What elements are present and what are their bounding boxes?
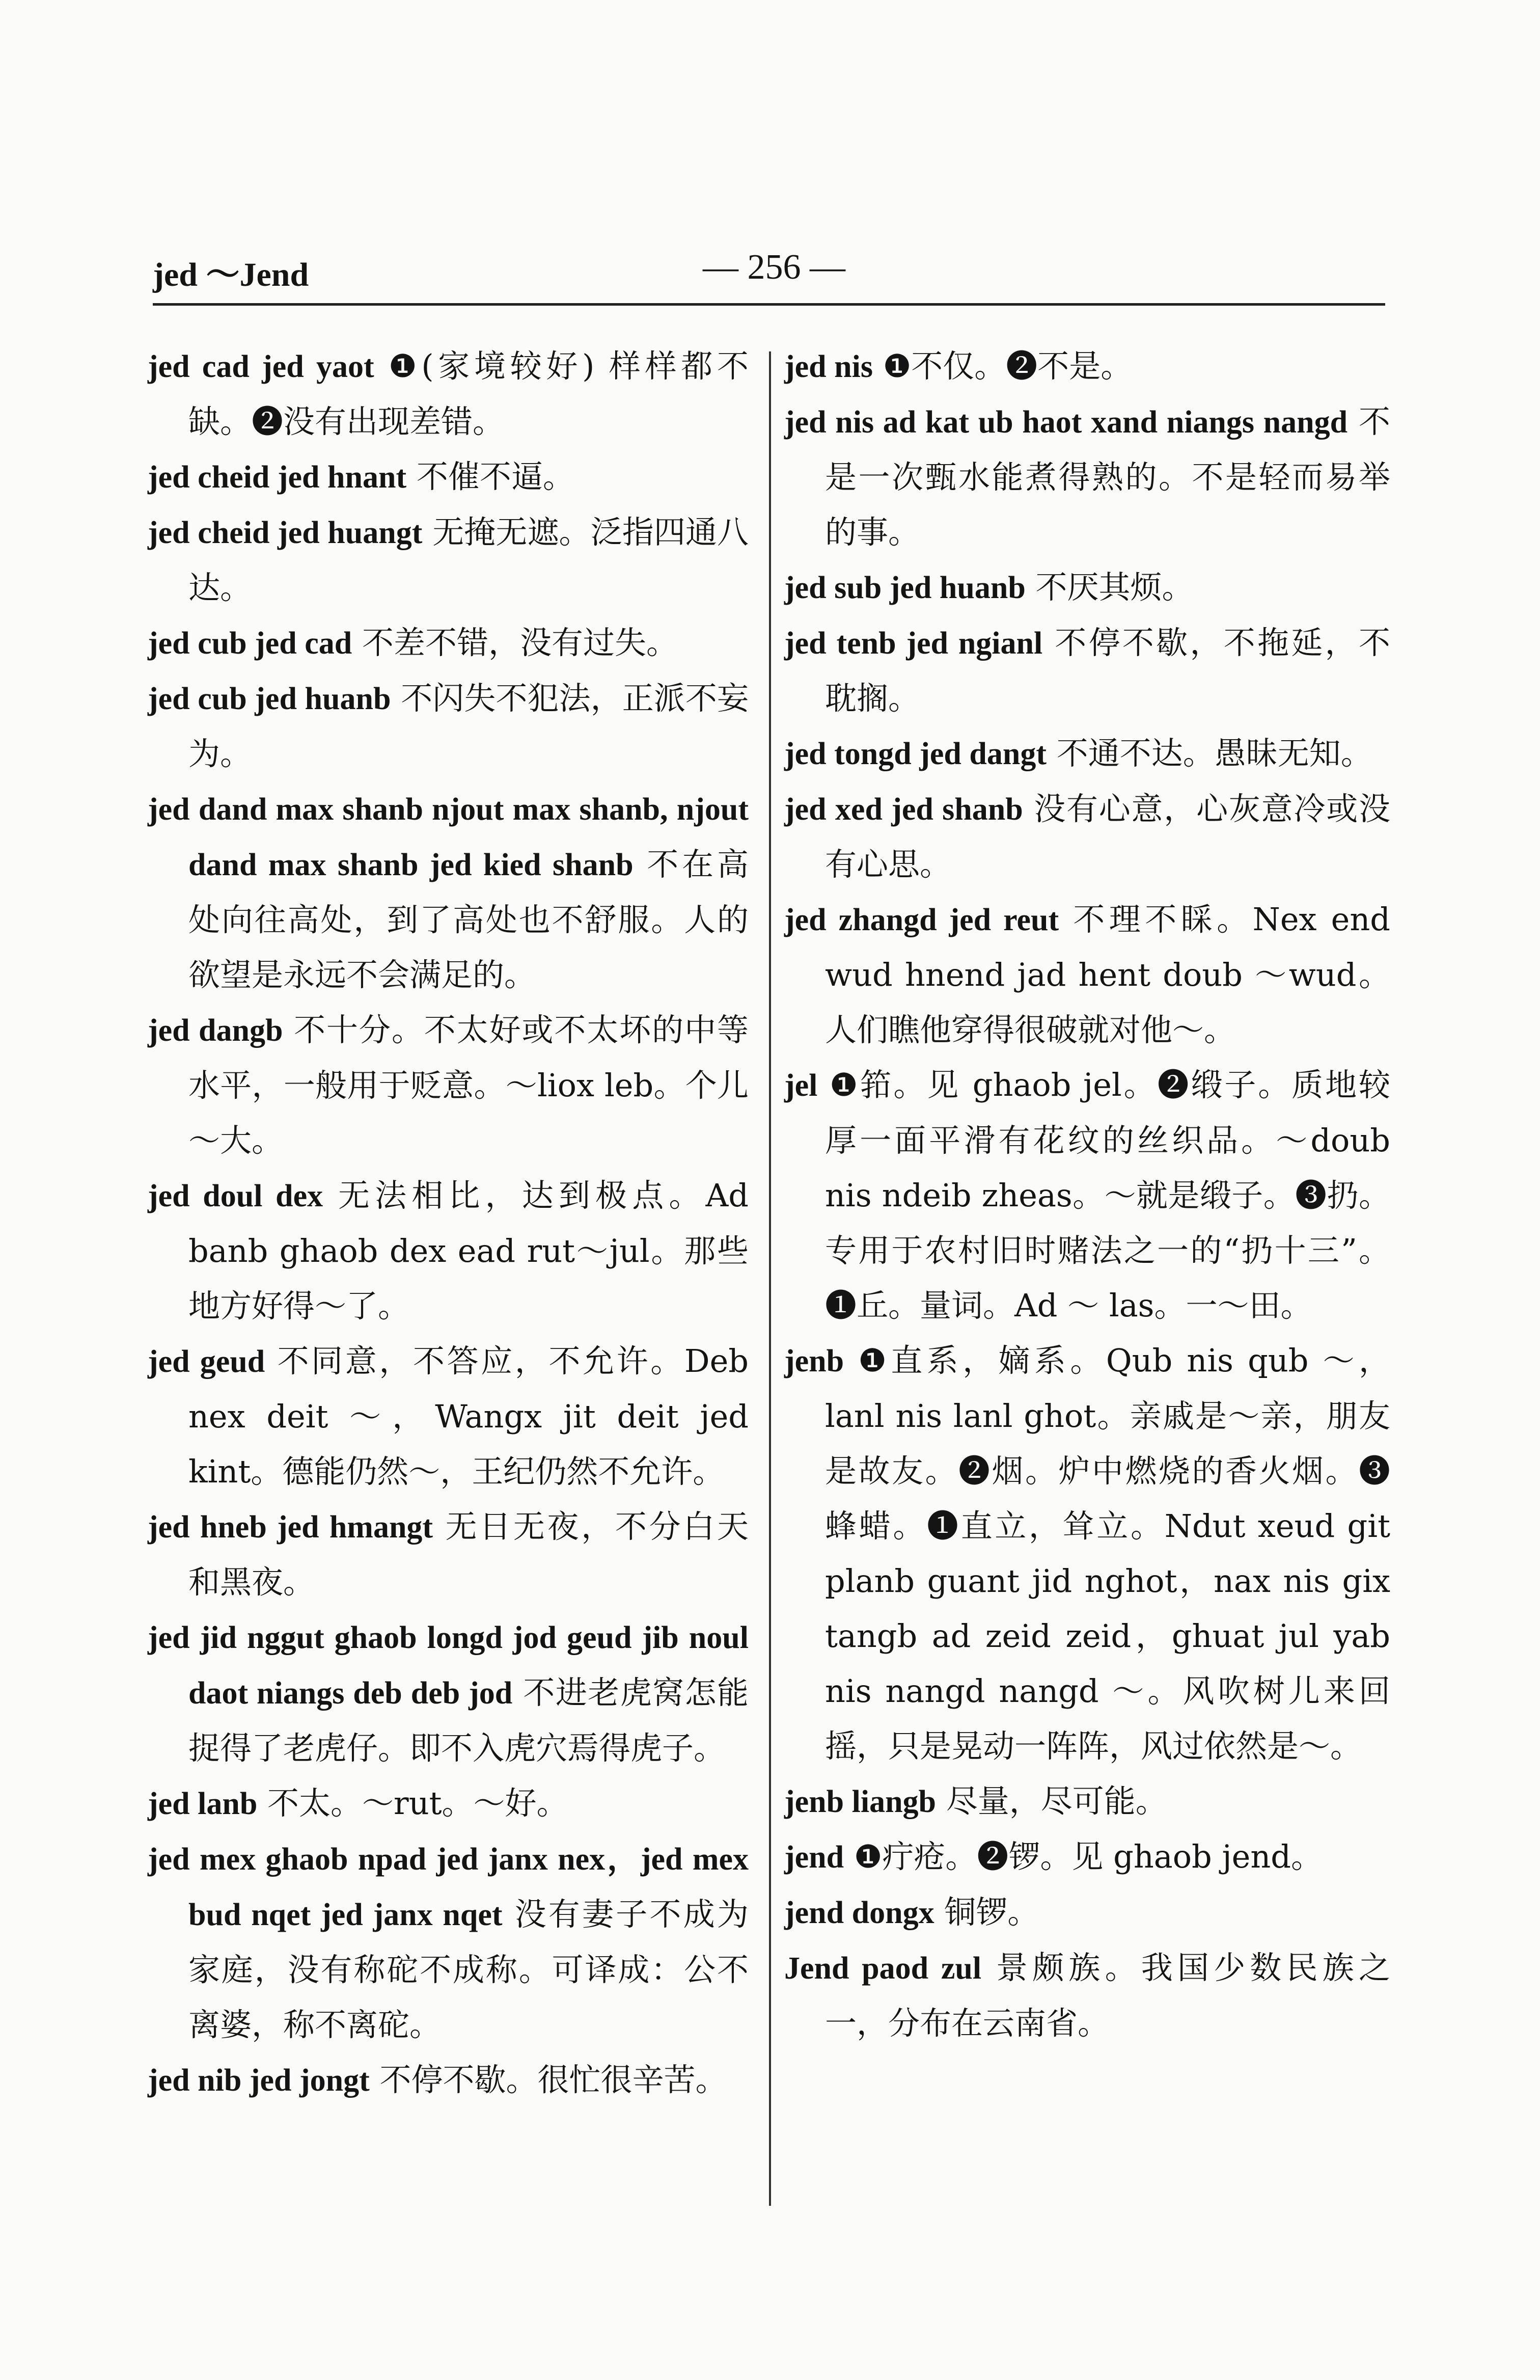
header-rule [153,303,1385,306]
entry-definition: ❶不仅。❷不是。 [872,347,1133,385]
entry-definition: 不停不歇，不拖延，不耽搁。 [825,624,1390,717]
dictionary-entry [784,1829,1390,1885]
dictionary-entry [784,615,1390,726]
entry-headword: jed cheid jed huangt [148,516,423,550]
dictionary-entry [148,1499,749,1610]
entry-definition: 不闪失不犯法，正派不妄为。 [188,680,749,772]
dictionary-entry [784,1058,1390,1333]
entry-headword: jed dand max shanb njout max shanb, njout dand max shanb jed kied shanb [148,792,749,882]
entry-headword: jed xed jed shanb [784,792,1023,827]
entry-definition: 无掩无遮。泛指四通八达。 [188,513,749,606]
dictionary-entry [148,1610,749,1776]
entry-headword: jed cheid jed hnant [148,460,407,495]
entry-headword: jed nis [784,349,873,384]
dictionary-entry [148,1334,749,1499]
entry-definition: 不催不逼。 [406,458,574,495]
dictionary-entry [784,339,1390,394]
page-number: — 256 — [703,248,845,287]
entry-definition: 不通不达。愚昧无知。 [1047,735,1372,772]
dictionary-entry [148,449,749,505]
running-head: jed ～Jend [153,256,309,293]
entry-headword: jed mex ghaob npad jed janx nex，jed mex bud nqet jed janx nqet [148,1842,749,1932]
dictionary-entry [148,1168,749,1334]
entry-headword: jed nib jed jongt [148,2063,370,2098]
entry-definition: 不停不歇。很忙很辛苦。 [369,2061,727,2098]
entry-definition: 不厌其烦。 [1025,569,1194,606]
entry-definition: 铜锣。 [934,1894,1039,1931]
entry-headword: jed cad jed yaot [148,349,374,384]
dictionary-entry [784,726,1390,781]
entry-headword: jed cub jed huanb [148,682,391,716]
entry-definition: 不差不错，没有过失。 [352,624,678,661]
dictionary-entry [784,394,1390,560]
entry-definition: 无日无夜，不分白天和黑夜。 [188,1508,749,1601]
entry-definition: 没有心意，心灰意冷或没有心思。 [825,790,1390,883]
dictionary-entry [784,1333,1390,1774]
dictionary-entry [148,615,749,671]
entry-headword: Jend paod zul [784,1951,982,1986]
entry-definition: 不进老虎窝怎能捉得了老虎仔。即不入虎穴焉得虎子。 [188,1674,749,1767]
entry-headword: jend [784,1840,844,1875]
entry-definition: 不同意，不答应，不允许。Deb nex deit ～，Wangx jit deit jed kint。德能仍然～，王纪仍然不允许。 [188,1342,749,1490]
entry-headword: jed jid nggut ghaob longd jod geud jib noul daot niangs deb deb jod [148,1620,749,1711]
running-header [153,237,1385,298]
entry-definition: 不是一次甄水能煮得熟的。不是轻而易举的事。 [825,403,1391,551]
entry-headword: jed zhangd jed reut [784,903,1059,937]
entry-definition: ❶直系，嫡系。Qub nis qub ～，lanl nis lanl ghot。亲戚是～亲，朋友是故友。❷烟。炉中燃烧的香火烟。❸蜂蜡。❶直立，耸立。Ndut xeud git planb guant jid nghot，nax nis gix tangb ad zeid zeid，ghuat jul yab nis nangd nangd ～。风吹树儿来回摇，只是晃动一阵阵，风过依然是～。 [825,1342,1390,1765]
dictionary-entry [148,505,749,615]
dictionary-entry [784,560,1390,615]
entry-headword: jed sub jed huanb [784,571,1026,605]
right-column [784,339,1390,2051]
entry-definition: 不太。～rut。～好。 [257,1784,568,1822]
entry-headword: jenb liangb [784,1784,937,1819]
dictionary-entry [784,892,1390,1058]
entry-definition: 不理不睬。Nex end wud hnend jad hent doub ～wud。人们瞧他穿得很破就对他～。 [825,901,1390,1048]
dictionary-entry [148,1003,749,1168]
dictionary-entry [784,1774,1390,1829]
entry-definition: 尽量，尽可能。 [936,1782,1167,1820]
entry-headword: jed geud [148,1344,265,1379]
left-column [148,339,749,2108]
entry-headword: jed doul dex [148,1179,323,1213]
dictionary-entry [148,339,749,449]
dictionary-entry [148,671,749,781]
dictionary-entry [148,2052,749,2108]
entry-headword: jed hneb jed hmangt [148,1510,433,1545]
entry-definition: 不十分。不太好或不太坏的中等水平，一般用于贬意。～liox leb。个儿～大。 [188,1011,749,1159]
column-divider [769,351,771,2206]
dictionary-entry [784,1885,1390,1940]
entry-definition: ❶筘。见 ghaob jel。❷缎子。质地较厚一面平滑有花纹的丝织品。～doub nis ndeib zheas。～就是缎子。❸扔。专用于农村旧时赌法之一的“扔十三”。❶丘。量词。Ad ～ las。一～田。 [817,1066,1390,1324]
entry-headword: jed cub jed cad [148,626,352,661]
dictionary-entry [784,781,1390,892]
entry-definition: ❶疔疮。❷锣。见 ghaob jend。 [844,1838,1323,1875]
entry-headword: jed lanb [148,1787,258,1821]
entry-definition: 景颇族。我国少数民族之一，分布在云南省。 [825,1949,1390,2042]
entry-definition: 没有妻子不成为家庭，没有称砣不成称。可译成：公不离婆，称不离砣。 [188,1896,749,2043]
entry-headword: jenb [784,1344,844,1378]
dictionary-entry [784,1940,1390,2051]
entry-headword: jed tongd jed dangt [784,737,1047,771]
dictionary-entry [148,781,749,1003]
entry-headword: jed nis ad kat ub haot xand niangs nangd [784,405,1348,440]
entry-definition: ❶(家境较好) 样样都不缺。❷没有出现差错。 [188,347,749,440]
entry-headword: jend dongx [784,1896,934,1930]
dictionary-entry [148,1831,749,2052]
entry-headword: jed tenb jed ngianl [784,626,1043,661]
dictionary-entry [148,1776,749,1831]
entry-definition: 无法相比，达到极点。Ad banb ghaob dex ead rut～jul。那些地方好得～了。 [188,1177,749,1324]
entry-headword: jel [784,1068,818,1103]
entry-headword: jed dangb [148,1013,283,1048]
entry-definition: 不在高处向往高处，到了高处也不舒服。人的欲望是永远不会满足的。 [188,846,749,993]
